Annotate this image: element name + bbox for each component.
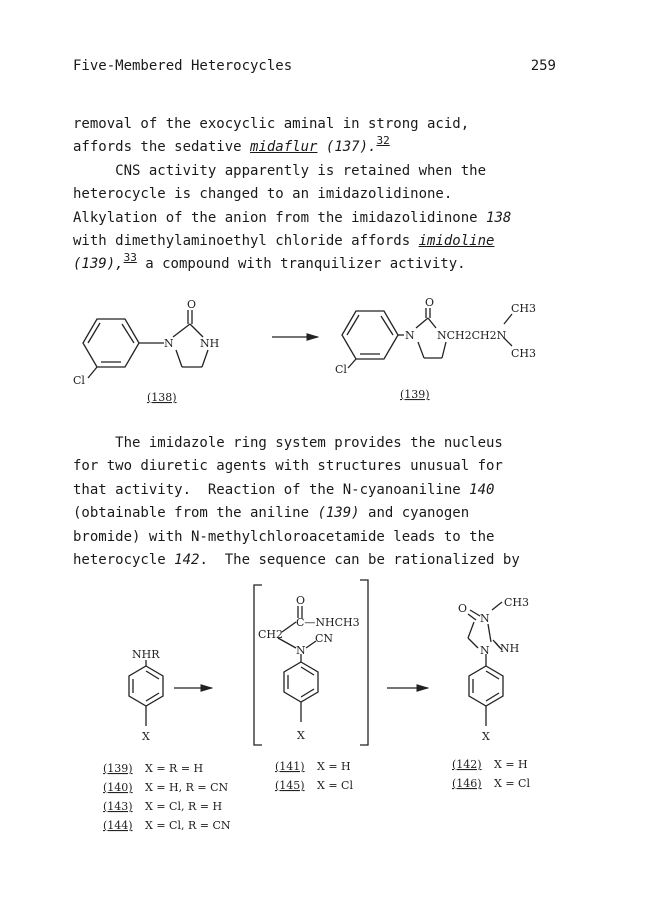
benzene-ring-right — [469, 666, 503, 706]
atom-o-mid: O — [296, 594, 306, 607]
atom-nchain-139: NCH2CH2N — [437, 329, 507, 342]
atom-ch3-a: CH3 — [511, 302, 537, 315]
bond-ch3-right — [492, 602, 502, 610]
atom-o-139: O — [425, 296, 435, 309]
atom-n-138: N — [164, 337, 174, 350]
compound-label-desc: X = Cl — [317, 779, 353, 792]
atom-cl-138: Cl — [73, 374, 85, 387]
text-run: heterocycle is changed to an imidazolidinone. — [73, 186, 453, 203]
text-run: that activity. Reaction of the N-cyanoaniline — [73, 481, 470, 498]
text-run: 142 — [174, 552, 200, 569]
benzene-ring-mid — [284, 662, 318, 702]
atom-o-right: O — [458, 602, 468, 615]
text-run: heterocycle — [73, 552, 175, 569]
text-run: midaflur — [250, 139, 318, 156]
compound-label-desc: X = Cl — [494, 777, 530, 790]
text-run: 138 — [486, 209, 512, 226]
text-run: imidoline — [418, 233, 495, 250]
compound-label-desc: X = R = H — [145, 762, 204, 775]
atom-c-nhch3-mid: C—NHCH3 — [296, 616, 360, 629]
compound-label-id: (140) — [103, 781, 133, 794]
text-run: 32 — [376, 133, 390, 147]
compound-label-id: (142) — [452, 758, 482, 771]
text-run: CNS activity apparently is retained when the — [73, 162, 487, 179]
compound-label-id: (146) — [452, 777, 482, 790]
text-run: and cyanogen — [359, 505, 470, 522]
text-run: . The sequence can be rationalized by — [199, 552, 520, 569]
text-run: 33 — [123, 250, 137, 264]
text-run: with dimethylaminoethyl chloride affords — [73, 233, 419, 250]
atom-ch3-b: CH3 — [511, 347, 537, 360]
benzene-ring-139 — [342, 311, 398, 359]
compound-label-list — [103, 758, 530, 832]
compound-label-id: (143) — [103, 800, 133, 813]
bond-cl-139 — [348, 359, 356, 368]
text-run: for two diuretic agents with structures unusual for — [73, 458, 503, 475]
scheme-1 — [73, 296, 536, 404]
atom-ch3-right: CH3 — [504, 596, 530, 609]
atom-cl-139: Cl — [335, 363, 347, 376]
atom-n-139: N — [405, 329, 415, 342]
running-title: Five-Membered Heterocycles — [73, 58, 293, 74]
text-run: (137). — [325, 139, 377, 156]
text-run: affords the sedative — [73, 139, 251, 156]
compound-label-id: (141) — [275, 760, 305, 773]
compound-label-desc: X = Cl, R = CN — [145, 819, 231, 832]
compound-label-id: (139) — [103, 762, 133, 775]
atom-nh-138: NH — [200, 337, 220, 350]
atom-n-right-2: N — [480, 644, 490, 657]
text-run: removal of the exocyclic aminal in strong acid, — [73, 116, 470, 132]
atom-n-right-1: N — [480, 612, 490, 625]
text-run: bromide) with N-methylchloroacetamide leads to the — [73, 528, 495, 545]
text-run: Alkylation of the anion from the imidazolidinone — [73, 209, 487, 226]
scheme-2 — [103, 580, 530, 832]
bracket-left — [254, 585, 262, 745]
compound-label-desc: X = H — [317, 760, 351, 773]
atom-nh-right: NH — [500, 642, 520, 655]
atom-x-left: X — [142, 730, 150, 743]
atom-x-mid: X — [297, 729, 305, 742]
text-run: The imidazole ring system provides the nucleus — [73, 435, 503, 451]
benzene-ring-left — [129, 666, 163, 706]
text-run: 140 — [469, 481, 495, 498]
atom-x-right: X — [482, 730, 490, 743]
atom-o-138: O — [187, 298, 197, 311]
compound-label-139: (139) — [400, 388, 430, 401]
bond-ch3-a — [504, 314, 512, 324]
bond-c-ch2 — [282, 622, 296, 632]
text-run: a compound with tranquilizer activity. — [136, 256, 466, 273]
compound-label-138: (138) — [147, 391, 177, 404]
text-run: (139) — [317, 505, 360, 522]
compound-label-id: (145) — [275, 779, 305, 792]
page-number: 259 — [530, 58, 556, 74]
text-run: (139), — [73, 256, 124, 273]
atom-ch2-mid: CH2 — [258, 628, 284, 641]
compound-label-desc: X = Cl, R = H — [145, 800, 223, 813]
text-run: (obtainable from the aniline — [73, 505, 318, 522]
compound-label-desc: X = H — [494, 758, 528, 771]
benzene-ring-138 — [83, 319, 139, 367]
compound-label-desc: X = H, R = CN — [145, 781, 229, 794]
compound-label-id: (144) — [103, 819, 133, 832]
bracket-right — [360, 580, 368, 745]
atom-n-mid: N — [296, 644, 306, 657]
atom-nhr: NHR — [132, 648, 160, 661]
atom-cn-mid: CN — [315, 632, 334, 645]
bond-cl-138 — [88, 367, 97, 378]
